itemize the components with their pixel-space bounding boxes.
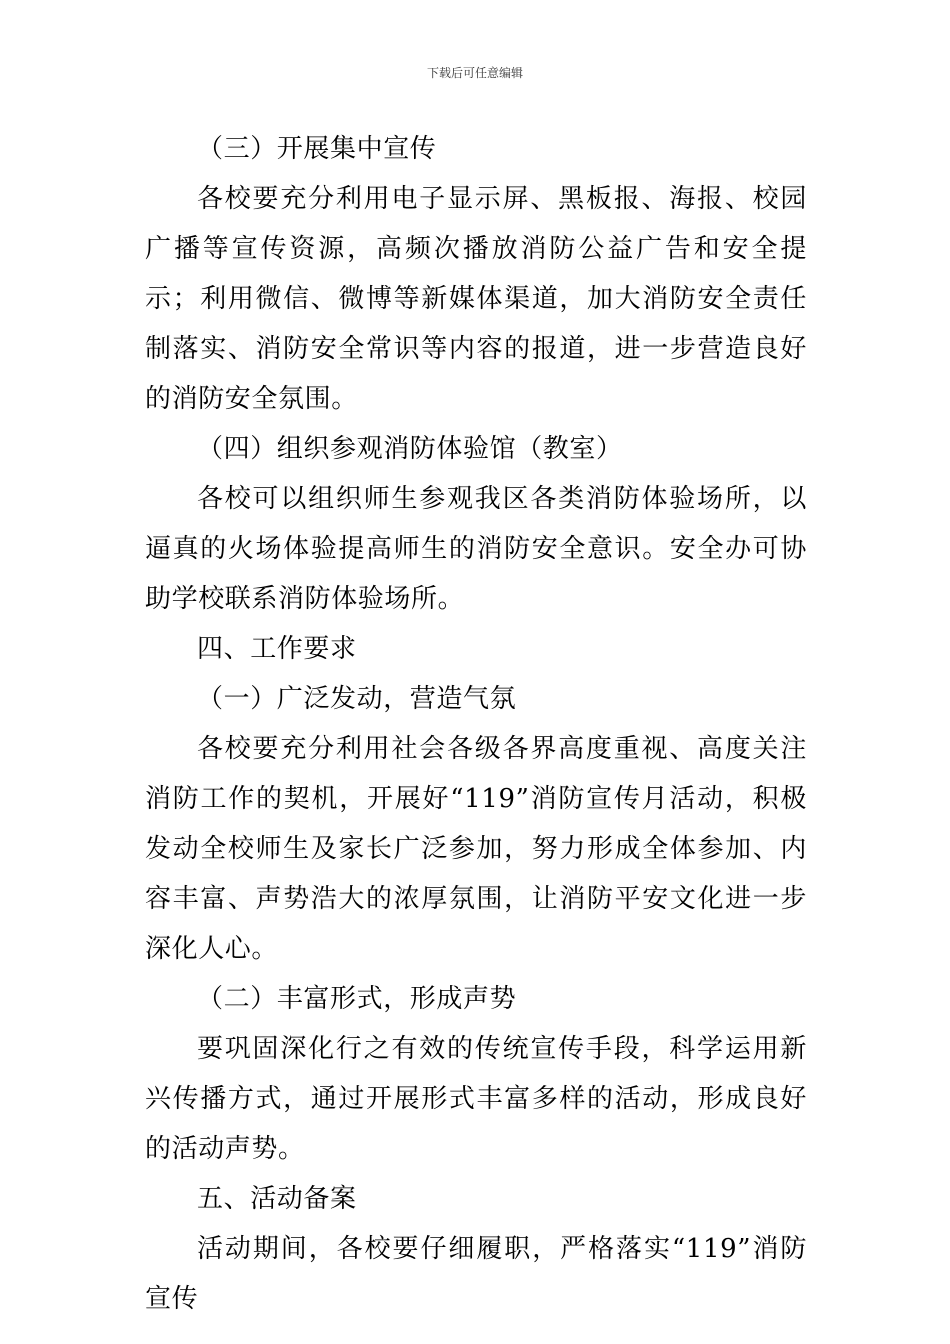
section-heading: 五、活动备案 bbox=[197, 1184, 357, 1214]
body-paragraph: 各校可以组织师生参观我区各类消防体验场所，以逼真的火场体验提高师生的消防安全意识。安全办可协助学校联系消防体验场所。 bbox=[145, 484, 807, 614]
document-body bbox=[145, 124, 807, 1324]
page-header: 下载后可任意编辑 bbox=[426, 66, 523, 80]
section-heading: （四）组织参观消防体验馆（教室） bbox=[197, 434, 623, 464]
body-paragraph: 各校要充分利用电子显示屏、黑板报、海报、校园广播等宣传资源，高频次播放消防公益广告和安全提示；利用微信、微博等新媒体渠道，加大消防安全责任制落实、消防安全常识等内容的报道，进一步营造良好的消防安全氛围。 bbox=[145, 184, 807, 414]
body-paragraph: 各校要充分利用社会各级各界高度重视、高度关注消防工作的契机，开展好“119”消防宣传月活动，积极发动全校师生及家长广泛参加，努力形成全体参加、内容丰富、声势浩大的浓厚氛围，让消防平安文化进一步深化人心。 bbox=[145, 734, 807, 964]
body-paragraph: 要巩固深化行之有效的传统宣传手段，科学运用新兴传播方式，通过开展形式丰富多样的活动，形成良好的活动声势。 bbox=[145, 1034, 807, 1164]
section-heading: 四、工作要求 bbox=[197, 634, 357, 664]
body-paragraph: 活动期间，各校要仔细履职，严格落实“119”消防宣传 bbox=[145, 1234, 807, 1314]
section-heading: （一）广泛发动，营造气氛 bbox=[197, 684, 517, 714]
section-heading: （三）开展集中宣传 bbox=[197, 134, 437, 164]
section-heading: （二）丰富形式，形成声势 bbox=[197, 984, 517, 1014]
